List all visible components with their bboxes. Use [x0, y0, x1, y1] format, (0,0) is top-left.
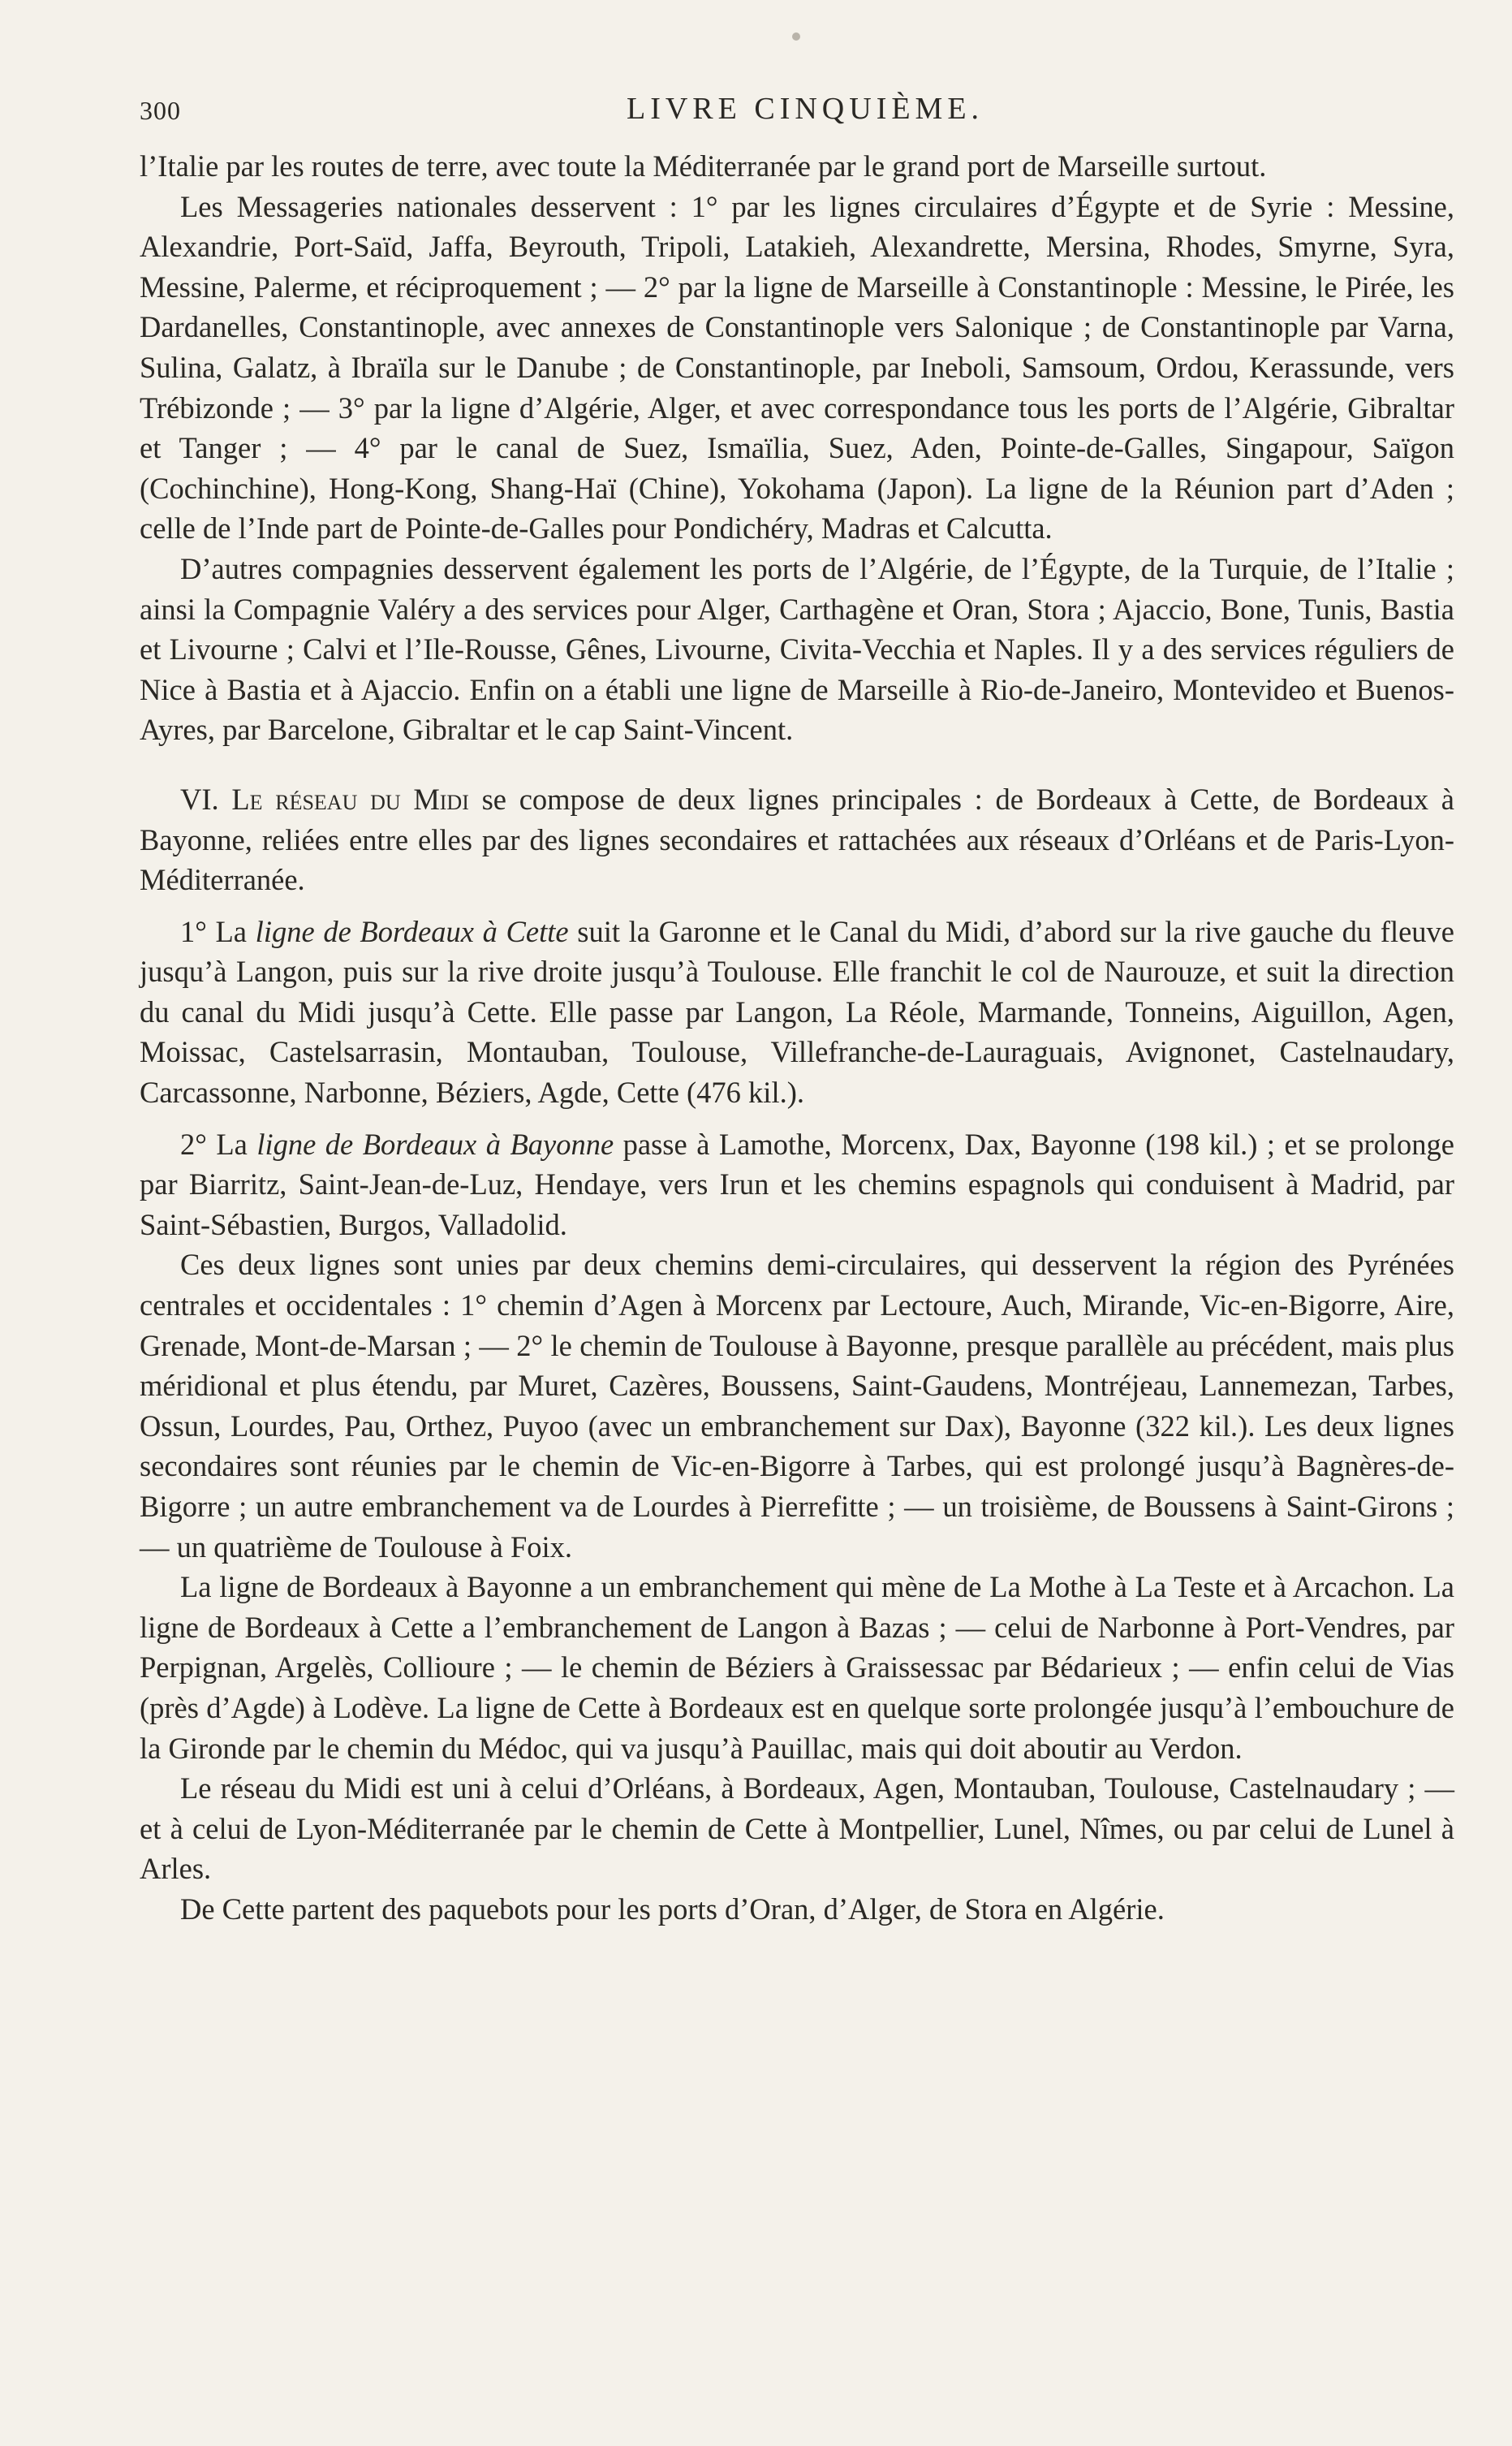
section-number: VI.: [180, 782, 219, 816]
paragraph-ligne-bordeaux-bayonne: [140, 1124, 1454, 1245]
section-heading: Le réseau du Midi: [231, 782, 469, 816]
item-text: passe à Lamothe, Morcenx, Dax, Bayonne (198 kil.) ; et se prolonge par Biarritz, Saint-Jean-de-Luz, Hendaye, vers Irun et les chemins espagnols qui conduisent à Madrid, par Saint-Sébastien, Burgos, Valladolid.: [140, 1127, 1454, 1241]
paragraph-reseau-du-midi: [140, 779, 1454, 900]
paragraph-paquebots: De Cette partent des paquebots pour les ports d’Oran, d’Alger, de Stora en Algérie.: [180, 1892, 1165, 1926]
running-title: LIVRE CINQUIÈME.: [627, 92, 984, 126]
item-prefix: 1° La: [180, 914, 256, 948]
item-title: ligne de Bordeaux à Cette: [255, 914, 569, 948]
paragraph-union-reseaux: Le réseau du Midi est uni à celui d’Orléans, à Bordeaux, Agen, Montauban, Toulouse, Castelnaudary ; — et à celui de Lyon-Méditerranée par le chemin de Cette à Montpellier, Lunel, Nîmes, ou par celui de Lunel à Arles.: [140, 1771, 1454, 1886]
body-text: [140, 146, 1454, 1930]
paragraph-messageries: Les Messageries nationales desservent : 1° par les lignes circulaires d’Égypte et de Syrie : Messine, Alexandrie, Port-Saïd, Jaffa, Beyrouth, Tripoli, Latakieh, Alexandrette, Mersina, Rhodes, Smyrne, Syra, Messine, Palerme, et réciproquement ; — 2° par la ligne de Marseille à Constantinople : Messine, le Pirée, les Dardanelles, Constantinople, avec annexes de Constantinople vers Salonique ; de Constantinople par Varna, Sulina, Galatz, à Ibraïla sur le Danube ; de Constantinople, par Ineboli, Samsoum, Ordou, Kerassunde, vers Trébizonde ; — 3° par la ligne d’Algérie, Alger, et avec correspondance tous les ports de l’Algérie, Gibraltar et Tanger ; — 4° par le canal de Suez, Ismaïlia, Suez, Aden, Pointe-de-Galles, Singapour, Saïgon (Cochinchine), Hong-Kong, Shang-Haï (Chine), Yokohama (Japon). La ligne de la Réunion part d’Aden ; celle de l’Inde part de Pointe-de-Galles pour Pondichéry, Madras et Calcutta.: [140, 189, 1454, 546]
item-title: ligne de Bordeaux à Bayonne: [256, 1127, 614, 1161]
item-prefix: 2° La: [180, 1127, 257, 1161]
item-text: suit la Garonne et le Canal du Midi, d’abord sur la rive gauche du fleuve jusqu’à Langon, puis sur la rive droite jusqu’à Toulouse. Elle franchit le col de Naurouze, et suit la direction du canal du Midi jusqu’à Cette. Elle passe par Langon, La Réole, Marmande, Tonneins, Aiguillon, Agen, Moissac, Castelsarrasin, Montauban, Toulouse, Villefranche-de-Lauraguais, Avignonet, Castelnaudary, Carcassonne, Narbonne, Béziers, Agde, Cette (476 kil.).: [140, 914, 1454, 1110]
paragraph-continuation: l’Italie par les routes de terre, avec toute la Méditerranée par le grand port de Marseille surtout.: [140, 149, 1267, 183]
paragraph-other-companies: D’autres compagnies desservent également les ports de l’Algérie, de l’Égypte, de la Turquie, de l’Italie ; ainsi la Compagnie Valéry a des services pour Alger, Carthagène et Oran, Stora ; Ajaccio, Bone, Tunis, Bastia et Livourne ; Calvi et l’Ile-Rousse, Gênes, Livourne, Civita-Vecchia et Naples. Il y a des services réguliers de Nice à Bastia et à Ajaccio. Enfin on a établi une ligne de Marseille à Rio-de-Janeiro, Montevideo et Buenos-Ayres, par Barcelone, Gibraltar et le cap Saint-Vincent.: [140, 551, 1454, 747]
paragraph-ligne-bordeaux-cette: [140, 912, 1454, 1113]
paragraph-chemins-demi-circulaires: Ces deux lignes sont unies par deux chemins demi-circulaires, qui desservent la région des Pyrénées centrales et occidentales : 1° chemin d’Agen à Morcenx par Lectoure, Auch, Mirande, Vic-en-Bigorre, Aire, Grenade, Mont-de-Marsan ; — 2° le chemin de Toulouse à Bayonne, presque parallèle au précédent, mais plus méridional et plus étendu, par Muret, Cazères, Boussens, Saint-Gaudens, Montréjeau, Lannemezan, Tarbes, Ossun, Lourdes, Pau, Orthez, Puyoo (avec un embranchement sur Dax), Bayonne (322 kil.). Les deux lignes secondaires sont réunies par le chemin de Vic-en-Bigorre à Tarbes, qui est prolongé jusqu’à Bagnères-de-Bigorre ; un autre embranchement va de Lourdes à Pierrefitte ; — un troisième, de Boussens à Saint-Girons ; — un quatrième de Toulouse à Foix.: [140, 1248, 1454, 1564]
page-number: 300: [140, 96, 181, 125]
paragraph-embranchements: La ligne de Bordeaux à Bayonne a un embranchement qui mène de La Mothe à La Teste et à Arcachon. La ligne de Bordeaux à Cette a l’embranchement de Langon à Bazas ; — celui de Narbonne à Port-Vendres, par Perpignan, Argelès, Collioure ; — le chemin de Béziers à Graissessac par Bédarieux ; — enfin celui de Vias (près d’Agde) à Lodève. La ligne de Cette à Bordeaux est en quelque sorte prolongée jusqu’à l’embouchure de la Gironde par le chemin du Médoc, qui va jusqu’à Pauillac, mais qui doit aboutir au Verdon.: [140, 1570, 1454, 1765]
page-header: [140, 88, 1454, 128]
section-text: se compose de deux lignes principales : de Bordeaux à Cette, de Bordeaux à Bayonne, reliées entre elles par des lignes secondaires et rattachées aux réseaux d’Orléans et de Paris-Lyon-Méditerranée.: [140, 782, 1454, 897]
print-dot: [792, 32, 800, 41]
